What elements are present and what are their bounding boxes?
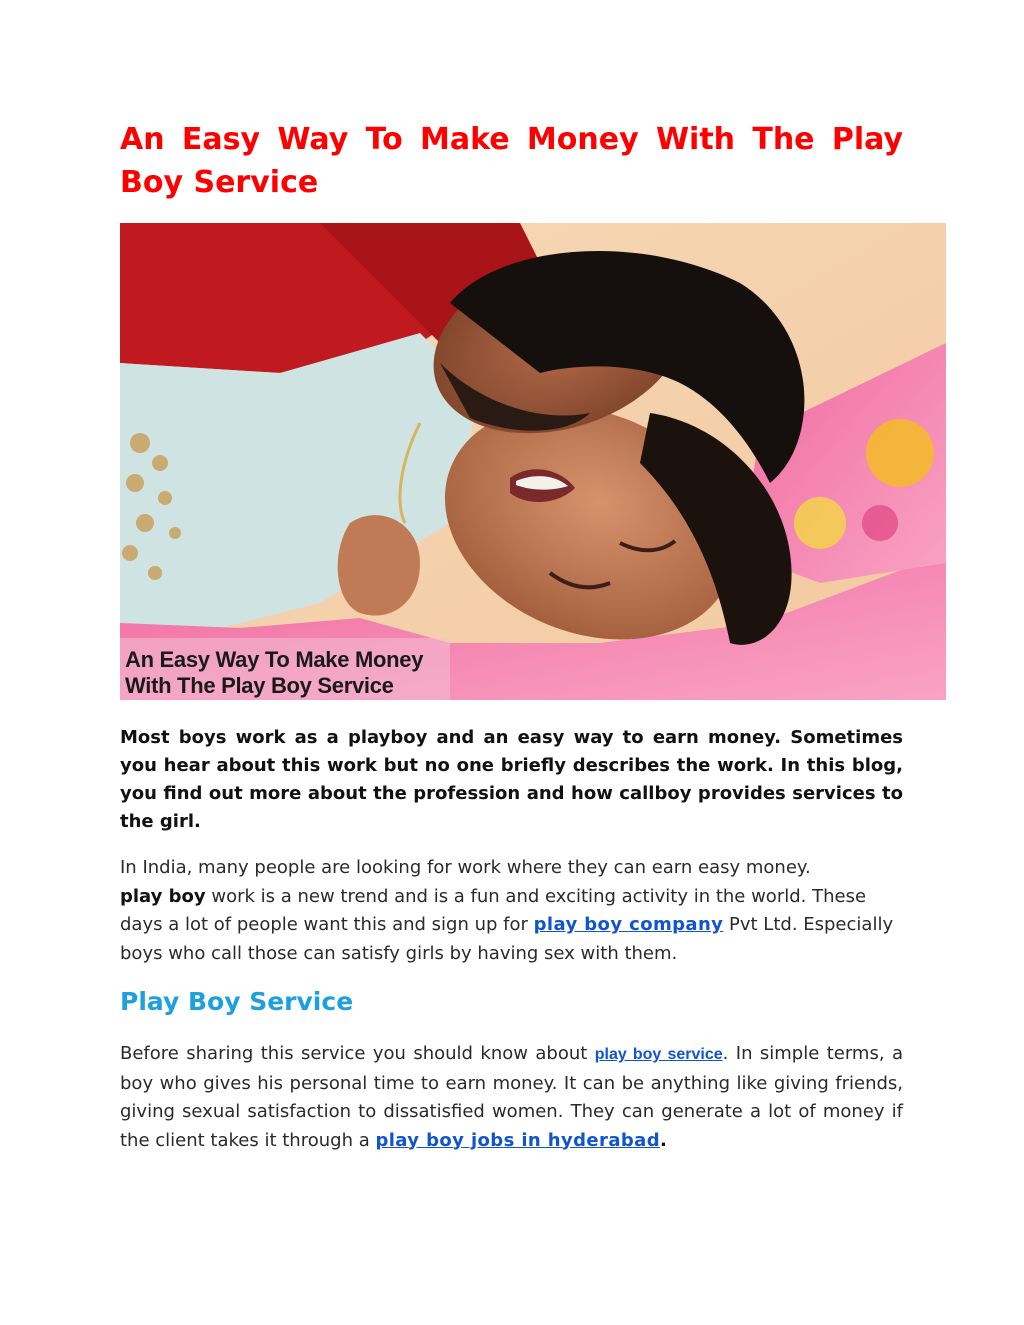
page-title: An Easy Way To Make Money With The Play Boy Service: [120, 122, 903, 200]
paragraph-india-bold: play boy: [120, 885, 206, 907]
play-boy-jobs-link[interactable]: play boy jobs in hyderabad: [375, 1129, 660, 1151]
hero-caption: [125, 647, 423, 699]
hero-caption-line-2: With The Play Boy Service: [125, 673, 394, 698]
paragraph-india: [120, 854, 910, 968]
intro-paragraph: Most boys work as a playboy and an easy way to earn money. Sometimes you hear about this work but no one briefly describes the work. In this blog, you find out more about the profession and how callboy provides services to the girl.: [120, 727, 903, 832]
paragraph-service: [120, 1040, 903, 1155]
paragraph-service-text-1: Before sharing this service you should know about: [120, 1043, 595, 1064]
paragraph-india-text-3: Pvt Ltd. Especially boys who call those can satisfy girls by having sex with them.: [120, 914, 894, 964]
hero-caption-line-1: An Easy Way To Make Money: [125, 647, 424, 672]
section-heading: Play Boy Service: [120, 987, 354, 1016]
hero-image: [120, 223, 946, 700]
play-boy-service-link[interactable]: play boy service: [594, 1046, 723, 1063]
play-boy-company-link[interactable]: play boy company: [533, 914, 724, 935]
hero-photo-illustration: [120, 223, 946, 700]
paragraph-service-text-3: .: [659, 1129, 667, 1151]
paragraph-service-text-2: . In simple terms, a boy who gives his personal time to earn money. It can be anything like giving friends, giving sexual satisfaction to dissatisfied women. They can generate a lot of money if the client takes it through a: [120, 1043, 903, 1151]
paragraph-india-text-1: In India, many people are looking for work where they can earn easy money.: [120, 857, 811, 878]
paragraph-india-text-2: work is a new trend and is a fun and exciting activity in the world. These days a lot of people want this and sign up for: [120, 885, 867, 935]
